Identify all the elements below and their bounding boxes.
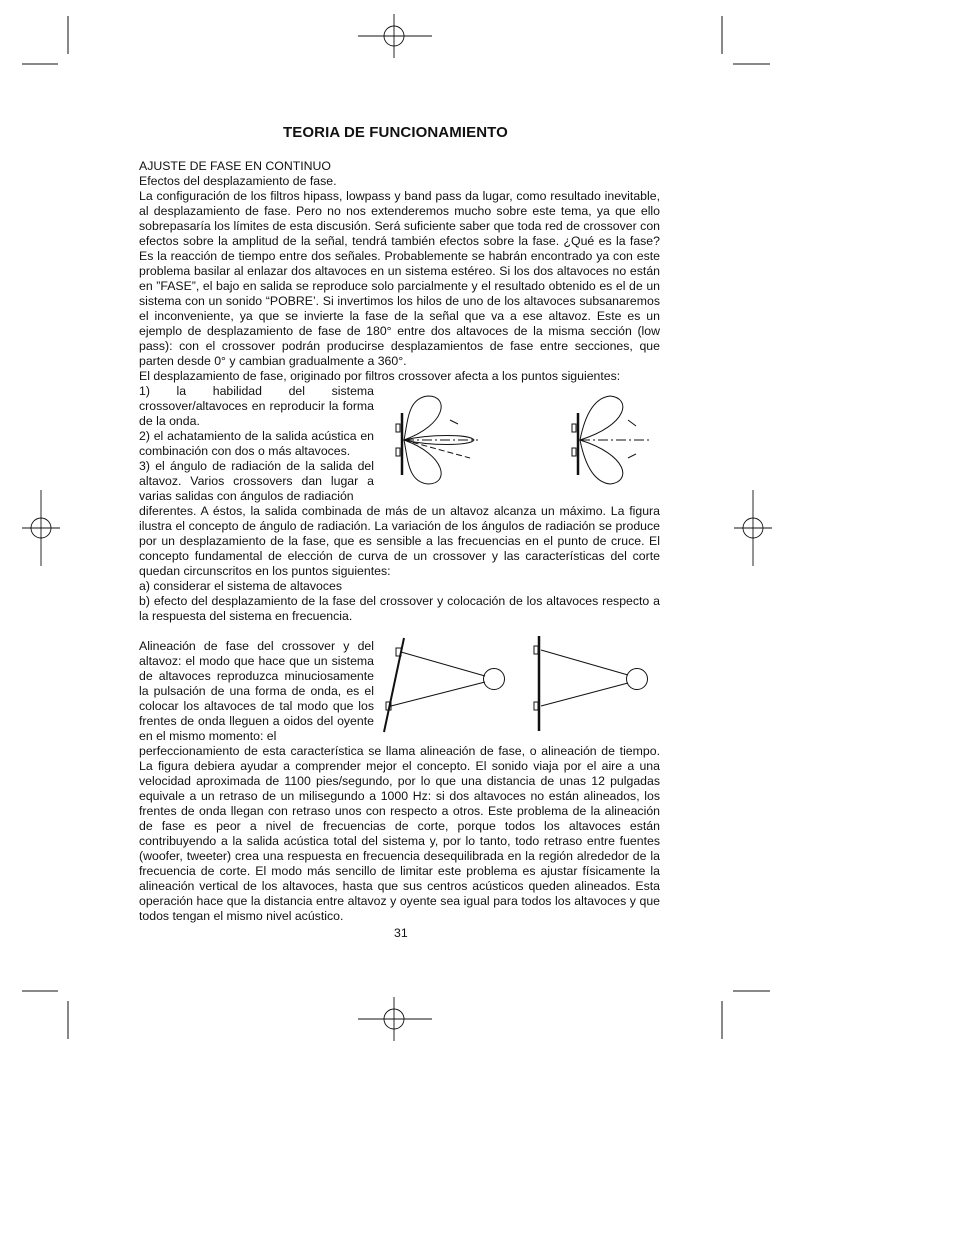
registration-mark-right	[734, 490, 772, 566]
list-item: 1) la habilidad del sistema crossover/altavoces en reproducir la forma de la onda.	[139, 384, 374, 428]
section-continuation	[139, 504, 660, 624]
paragraph: diferentes. A éstos, la salida combinada de más de un altavoz alcanza un máximo. La figura ilustra el concepto de ángulo de radiación. La variación de los ángulos de radiación se produce por un desplazamiento de la fase, que es sensible a las frecuencias en el punto de cruce. El concepto fundamental de elección de curva de un crossover y las características del corte quedan circunscritos en los puntos siguientes:	[139, 504, 660, 578]
phase-alignment-figure-right	[534, 636, 648, 731]
paragraph: perfeccionamiento de esta característica se llama alineación de fase, o alineación de tiempo. La figura debiera ayudar a comprender mejor el concepto. El sonido viaja por el aire a una velocidad aproximada de 1100 pies/segundo, por lo que una distancia de unas 12 pulgadas equivale a un retraso de un milisegundo a 1000 Hz: si dos altavoces no están alineados, los frentes de onda llegan con retraso unos con respecto a otros. Este problema de la alineación de fase es peor a nivel de frecuencias de corte, porque todos los altavoces están contribuyendo a la salida acústica total del sistema y, por lo tanto, todo retraso entre fuentes (woofer, tweeter) crea una respuesta en frecuencia desequilibrada en la región alrededor de la frecuencia de corte. El modo más sencillo de limitar este problema es ajustar físicamente la alineación vertical de los altavoces, hasta que sus centros acústicos queden alineados. Esta operación hace que la distancia entre altavoz y oyente sea igual para todos los altavoces y que todos tengan el mismo nivel acústico.	[139, 744, 660, 923]
radiation-angle-figure-right	[572, 396, 650, 484]
registration-mark-bottom	[358, 997, 432, 1041]
registration-mark-top	[358, 14, 432, 58]
paragraph: Alineación de fase del crossover y del altavoz: el modo que hace que un sistema de altavoces reproduzca minuciosamente la pulsación de una forma de onda, es el colocar los altavoces de tal modo que los frentes de onda lleguen a oidos del oyente en el mismo momento: el	[139, 639, 374, 743]
phase-alignment-figure-left	[384, 638, 505, 732]
paragraph: El desplazamiento de fase, originado por filtros crossover afecta a los puntos siguientes:	[139, 369, 621, 383]
list-item: 3) el ángulo de radiación de la salida del altavoz. Varios crossovers dan lugar a varias salidas con ángulos de radiación	[139, 459, 374, 503]
list-item: a) considerar el sistema de altavoces	[139, 579, 342, 593]
section-phase-adjust	[139, 159, 660, 384]
page-number: 31	[394, 926, 408, 940]
alignment-intro	[139, 639, 374, 744]
points-list	[139, 384, 374, 504]
alignment-body	[139, 744, 660, 924]
page-title: TEORIA DE FUNCIONAMIENTO	[283, 124, 508, 141]
list-item: b) efecto del desplazamiento de la fase del crossover y colocación de los altavoces respecto a la respuesta del sistema en frecuencia.	[139, 594, 660, 623]
paragraph: La configuración de los filtros hipass, lowpass y band pass da lugar, como resultado inevitable, al desplazamiento de fase. Pero no nos extenderemos mucho sobre este tema, ya que ello sobrepasaría los límites de esta discusión. Será suficiente saber que toda red de crossover con efectos sobre la amplitud de la señal, tendrá también efectos sobre la fase. ¿Qué es la fase? Es la reacción de tiempo entre dos señales. Probablemente se habrán encontrado ya con este problema basilar al enlazar dos altavoces en un sistema estéreo. Si los dos altavoces no están en ”FASE”, el bajo en salida se reproduce solo parcialmente y el resultado obtenido es el de un sistema con un sonido “POBRE’. Si invertimos los hilos de uno de los altavoces subsanaremos el inconveniente, ya que se invierte la fase de la señal que va a ese altavoz. Este es un ejemplo de desplazamiento de fase de 180° entre dos altavoces de la misma sección (low pass): con el crossover podrán producirse desplazamientos de fase entre secciones, que parten desde 0° y cambian gradualmente a 360°.	[139, 189, 660, 368]
radiation-angle-figure-left	[396, 396, 478, 484]
section-subheading: Efectos del desplazamiento de fase.	[139, 174, 337, 188]
list-item: 2) el achatamiento de la salida acústica en combinación con dos o más altavoces.	[139, 429, 374, 458]
section-heading: AJUSTE DE FASE EN CONTINUO	[139, 159, 331, 173]
registration-mark-left	[22, 490, 60, 566]
